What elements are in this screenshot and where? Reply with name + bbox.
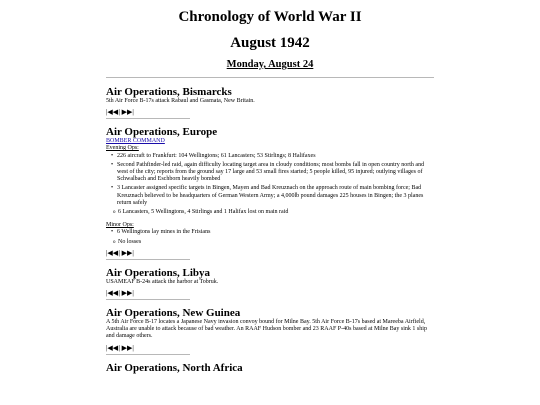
- minor-ops-label: Minor Ops:: [106, 222, 134, 229]
- entry-new-guinea: [106, 307, 436, 355]
- evening-ops-label: Evening Ops:: [106, 145, 139, 152]
- previous-entry-button[interactable]: |◀◀: [106, 248, 119, 257]
- entry-north-africa: [106, 362, 436, 374]
- entry-title: Air Operations, Bismarcks: [106, 86, 232, 98]
- next-entry-button[interactable]: ▶▶|: [121, 343, 134, 352]
- entry-text: A 5th Air Force B-17 locates a Japanese Navy invasion convoy bound for Milne Bay. 5th Air Force B-17s based at Mareeba Airfield, Australia are unable to attack because of bad weather. An RAAF Hudson bomber and 23 RAAF P-40s based at Milne Bay sink 1 ship and damage others.: [106, 319, 427, 340]
- entry-nav: [106, 289, 436, 297]
- evening-ops-list: [106, 153, 436, 207]
- header-divider: [106, 77, 434, 78]
- list-item: • 3 Lancaster assigned specific targets in Bingen, Mayen and Bad Kreuznach on the approach route of main bombing force; Bad Kreuznach believed to be headquarters of German Western Army; a 4,000lb pound damages 225 houses in Bingen; the 3 planes return safely: [113, 185, 436, 207]
- entry-divider: [106, 259, 190, 260]
- entry-europe: [106, 126, 436, 260]
- entry-nav: [106, 249, 436, 257]
- previous-entry-button[interactable]: |◀◀: [106, 289, 119, 298]
- previous-entry-button[interactable]: |◀◀: [106, 108, 119, 117]
- entry-text: USAMEAF B-24s attack the harbor at Tobruk.: [106, 278, 219, 285]
- next-entry-button[interactable]: ▶▶|: [121, 289, 134, 298]
- next-entry-button[interactable]: ▶▶|: [121, 248, 134, 257]
- next-entry-button[interactable]: ▶▶|: [121, 108, 134, 117]
- entry-title: Air Operations, New Guinea: [106, 307, 241, 320]
- entry-nav: [106, 108, 436, 116]
- entry-nav: [106, 344, 436, 352]
- bomber-command-link[interactable]: BOMBER COMMAND: [106, 138, 165, 145]
- entries: [106, 86, 436, 374]
- entry-libya: [106, 267, 436, 300]
- month-heading: August 1942: [230, 35, 310, 51]
- entry-bismarcks: [106, 86, 436, 119]
- nav-separator: |: [119, 108, 121, 117]
- previous-entry-button[interactable]: |◀◀: [106, 343, 119, 352]
- list-item: • 226 aircraft to Frankfurt: 104 Wellingtons; 61 Lancasters; 53 Stirlings; 8 Halifaxes: [113, 153, 436, 160]
- evening-ops-losses: [106, 209, 436, 216]
- entry-divider: [106, 354, 190, 355]
- minor-ops-losses: [106, 239, 436, 246]
- minor-ops-list: [106, 229, 436, 236]
- entry-title: Air Operations, Libya: [106, 266, 211, 279]
- entry-title: Air Operations, Europe: [106, 126, 218, 139]
- entry-text: 5th Air Force B-17s attack Rabaul and Gasmata, New Britain.: [106, 98, 255, 104]
- entry-divider: [106, 118, 190, 119]
- entry-divider: [106, 299, 190, 300]
- entry-title: Air Operations, North Africa: [106, 361, 243, 374]
- list-item: • Second Pathfinder-led raid, again difficulty locating target area in cloudy conditions; most bombs fall in open country north and west of the city; reports from the ground say 17 large and 53 small fires started; 5 people killed, 95 injured; outlying villages of Schwalbach and Eschborn heavily bombed: [113, 162, 436, 184]
- date-heading: Monday, August 24: [226, 59, 314, 70]
- nav-separator: |: [119, 248, 121, 257]
- nav-separator: |: [119, 343, 121, 352]
- list-item: o 6 Lancasters, 5 Wellingtons, 4 Stirlings and 1 Halifax lost on main raid: [113, 209, 436, 216]
- page-title: Chronology of World War II: [178, 9, 362, 25]
- nav-separator: |: [119, 289, 121, 298]
- list-item: o No losses: [113, 239, 436, 246]
- list-item: • 6 Wellingtons lay mines in the Frisians: [113, 229, 436, 236]
